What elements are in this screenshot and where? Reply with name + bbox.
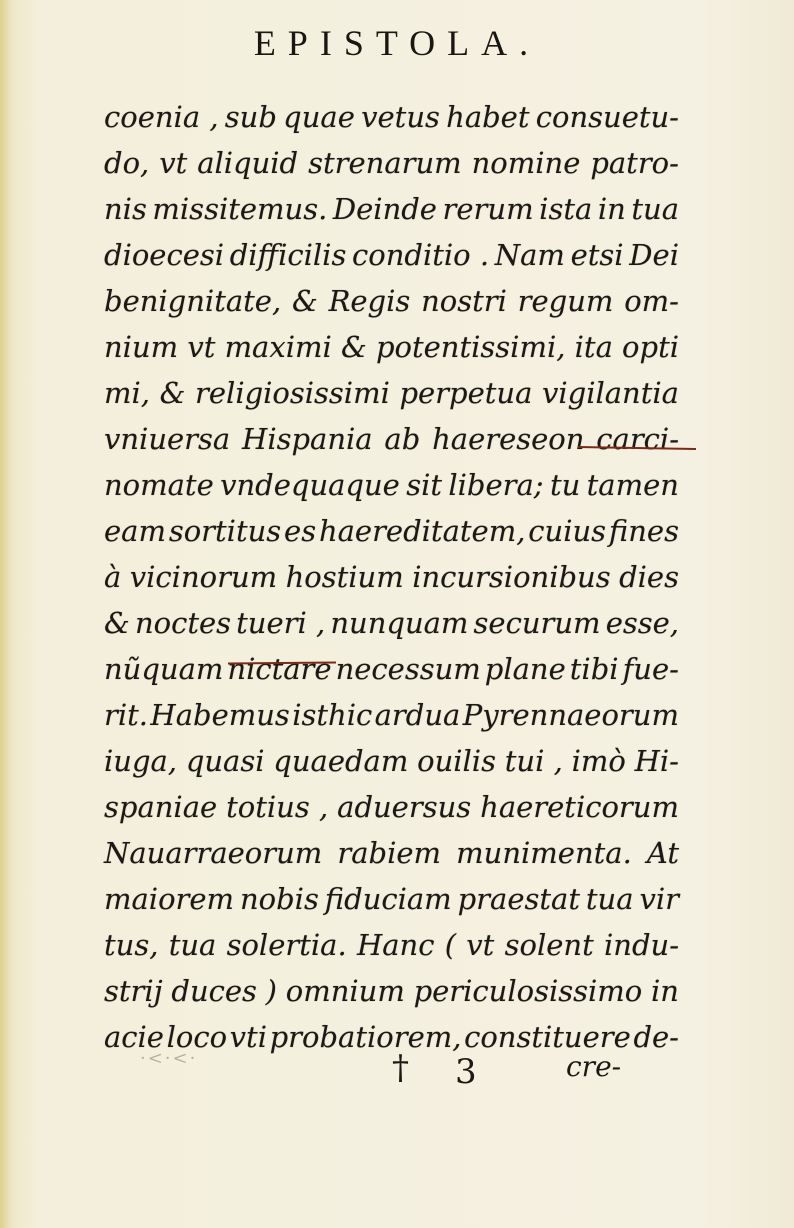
word: tus, bbox=[104, 928, 159, 962]
word: plane bbox=[484, 652, 566, 686]
word: totius , bbox=[226, 790, 329, 824]
word: nictare bbox=[227, 652, 332, 686]
word: fue- bbox=[622, 652, 679, 686]
text-line bbox=[104, 370, 679, 416]
word: tua bbox=[168, 928, 217, 962]
word: maximi bbox=[224, 330, 332, 364]
word: in bbox=[597, 192, 626, 226]
word: do, bbox=[104, 146, 150, 180]
word: rerum bbox=[442, 192, 534, 226]
word: nostri bbox=[421, 284, 507, 318]
text-line bbox=[104, 278, 679, 324]
word: eam bbox=[104, 514, 166, 548]
running-header: EPISTOLA. bbox=[253, 23, 541, 63]
word: Dei bbox=[629, 238, 679, 272]
word: Hispania bbox=[242, 422, 373, 456]
word: religiosissimi bbox=[195, 376, 390, 410]
word: omnium bbox=[285, 974, 405, 1008]
word: haereseon bbox=[432, 422, 585, 456]
word: tua bbox=[631, 192, 679, 226]
page-gutter bbox=[0, 0, 14, 1228]
word: iuga, bbox=[104, 744, 178, 778]
word: missitemus. bbox=[152, 192, 328, 226]
word: in bbox=[650, 974, 679, 1008]
word: Nauarraeorum bbox=[104, 836, 323, 870]
word: nobis bbox=[239, 882, 319, 916]
word: om- bbox=[624, 284, 679, 318]
word: munimenta. bbox=[456, 836, 632, 870]
word: securum bbox=[473, 606, 601, 640]
word: & bbox=[291, 284, 318, 318]
word: isthic bbox=[292, 698, 373, 732]
word: coenia , bbox=[104, 100, 219, 134]
text-line bbox=[104, 232, 679, 278]
word: duces bbox=[171, 974, 257, 1008]
word: vetus bbox=[361, 100, 440, 134]
word: nomine bbox=[471, 146, 581, 180]
word: acie bbox=[104, 1020, 164, 1054]
word: difficilis bbox=[229, 238, 347, 272]
text-line bbox=[104, 922, 679, 968]
word: solent bbox=[504, 928, 594, 962]
word: Nam bbox=[494, 238, 565, 272]
word: At bbox=[646, 836, 679, 870]
word: es bbox=[284, 514, 317, 548]
word: Pyrennaeorum bbox=[462, 698, 679, 732]
word: solertia. bbox=[226, 928, 347, 962]
word: ita bbox=[574, 330, 613, 364]
word: necessum bbox=[335, 652, 481, 686]
word: tu bbox=[549, 468, 581, 502]
word: vigilantia bbox=[541, 376, 679, 410]
text-line bbox=[104, 830, 679, 876]
word: patro- bbox=[590, 146, 679, 180]
body-text bbox=[104, 94, 679, 1060]
word: nomate bbox=[104, 468, 214, 502]
text-line bbox=[104, 462, 679, 508]
word: aduersus bbox=[337, 790, 472, 824]
text-line bbox=[104, 416, 679, 462]
word: consuetu- bbox=[535, 100, 679, 134]
text-line bbox=[104, 646, 679, 692]
word: tueri , bbox=[236, 606, 326, 640]
word: benignitate, bbox=[104, 284, 282, 318]
word: vniuersa bbox=[104, 422, 231, 456]
faint-ornament: ·<·<· bbox=[140, 1048, 198, 1069]
word: tua bbox=[585, 882, 634, 916]
word: nunquam bbox=[330, 606, 469, 640]
text-line bbox=[104, 140, 679, 186]
word: haereditatem, bbox=[318, 514, 526, 548]
word: tamen bbox=[586, 468, 679, 502]
word: nis bbox=[104, 192, 147, 226]
word: rit. bbox=[104, 698, 149, 732]
word: ouilis bbox=[417, 744, 496, 778]
word: mi, bbox=[104, 376, 150, 410]
word: tibi bbox=[569, 652, 619, 686]
text-line bbox=[104, 784, 679, 830]
catchword: cre- bbox=[566, 1050, 622, 1083]
word: indu- bbox=[604, 928, 679, 962]
word: ardua bbox=[374, 698, 461, 732]
text-line bbox=[104, 600, 679, 646]
text-line bbox=[104, 94, 679, 140]
word: quasi bbox=[185, 744, 265, 778]
word: strenarum bbox=[308, 146, 462, 180]
word: hostium bbox=[285, 560, 404, 594]
word: Habemus bbox=[150, 698, 290, 732]
word: ) bbox=[265, 974, 277, 1008]
word: periculosissimo bbox=[413, 974, 643, 1008]
word: vt bbox=[187, 330, 216, 364]
word: probatiorem, bbox=[269, 1020, 462, 1054]
word: & bbox=[340, 330, 367, 364]
word: nũquam bbox=[104, 652, 224, 686]
word: potentissimi, bbox=[375, 330, 566, 364]
word: vt bbox=[466, 928, 495, 962]
word: Regis bbox=[328, 284, 411, 318]
word: ab bbox=[384, 422, 421, 456]
word: spaniae bbox=[104, 790, 218, 824]
word: conditio . bbox=[352, 238, 490, 272]
word: incursionibus bbox=[412, 560, 611, 594]
word: vir bbox=[639, 882, 679, 916]
word: sortitus bbox=[168, 514, 282, 548]
word: à bbox=[104, 560, 122, 594]
word: strij bbox=[104, 974, 163, 1008]
word: loco bbox=[166, 1020, 228, 1054]
word: imò bbox=[571, 744, 626, 778]
text-line bbox=[104, 738, 679, 784]
word: & bbox=[159, 376, 186, 410]
word: quae bbox=[283, 100, 355, 134]
word: carci- bbox=[596, 422, 679, 456]
word: cuius bbox=[528, 514, 607, 548]
word: quaedam bbox=[273, 744, 409, 778]
word: maiorem bbox=[104, 882, 235, 916]
word: perpetua bbox=[399, 376, 533, 410]
word: de- bbox=[633, 1020, 679, 1054]
word: fines bbox=[608, 514, 679, 548]
word: ( bbox=[444, 928, 457, 962]
word: dioecesi bbox=[104, 238, 225, 272]
word: regum bbox=[517, 284, 614, 318]
word: nium bbox=[104, 330, 179, 364]
word: vti bbox=[229, 1020, 267, 1054]
word: vndequaque bbox=[220, 468, 400, 502]
text-line bbox=[104, 692, 679, 738]
word: habet bbox=[446, 100, 530, 134]
word: sub bbox=[224, 100, 277, 134]
signature-number: 3 bbox=[455, 1052, 477, 1092]
word: esse, bbox=[605, 606, 679, 640]
word: dies bbox=[619, 560, 679, 594]
word: noctes bbox=[134, 606, 232, 640]
word: tui , bbox=[504, 744, 563, 778]
text-line bbox=[104, 876, 679, 922]
word: vicinorum bbox=[129, 560, 278, 594]
text-line bbox=[104, 186, 679, 232]
word: haereticorum bbox=[480, 790, 679, 824]
text-line bbox=[104, 554, 679, 600]
word: aliquid bbox=[197, 146, 299, 180]
word: & bbox=[104, 606, 130, 640]
word: fiduciam bbox=[324, 882, 452, 916]
word: Hanc bbox=[356, 928, 435, 962]
word: libera; bbox=[448, 468, 544, 502]
text-line bbox=[104, 324, 679, 370]
text-line bbox=[104, 968, 679, 1014]
word: vt bbox=[159, 146, 188, 180]
word: etsi bbox=[570, 238, 624, 272]
text-line bbox=[104, 508, 679, 554]
word: Hi- bbox=[634, 744, 679, 778]
page-footer bbox=[0, 1048, 794, 1098]
word: praestat bbox=[457, 882, 580, 916]
word: sit bbox=[406, 468, 443, 502]
word: ista bbox=[539, 192, 593, 226]
word: constituere bbox=[464, 1020, 631, 1054]
word: opti bbox=[622, 330, 679, 364]
word: Deinde bbox=[332, 192, 437, 226]
signature-dagger: † bbox=[392, 1048, 409, 1088]
word: rabiem bbox=[337, 836, 442, 870]
